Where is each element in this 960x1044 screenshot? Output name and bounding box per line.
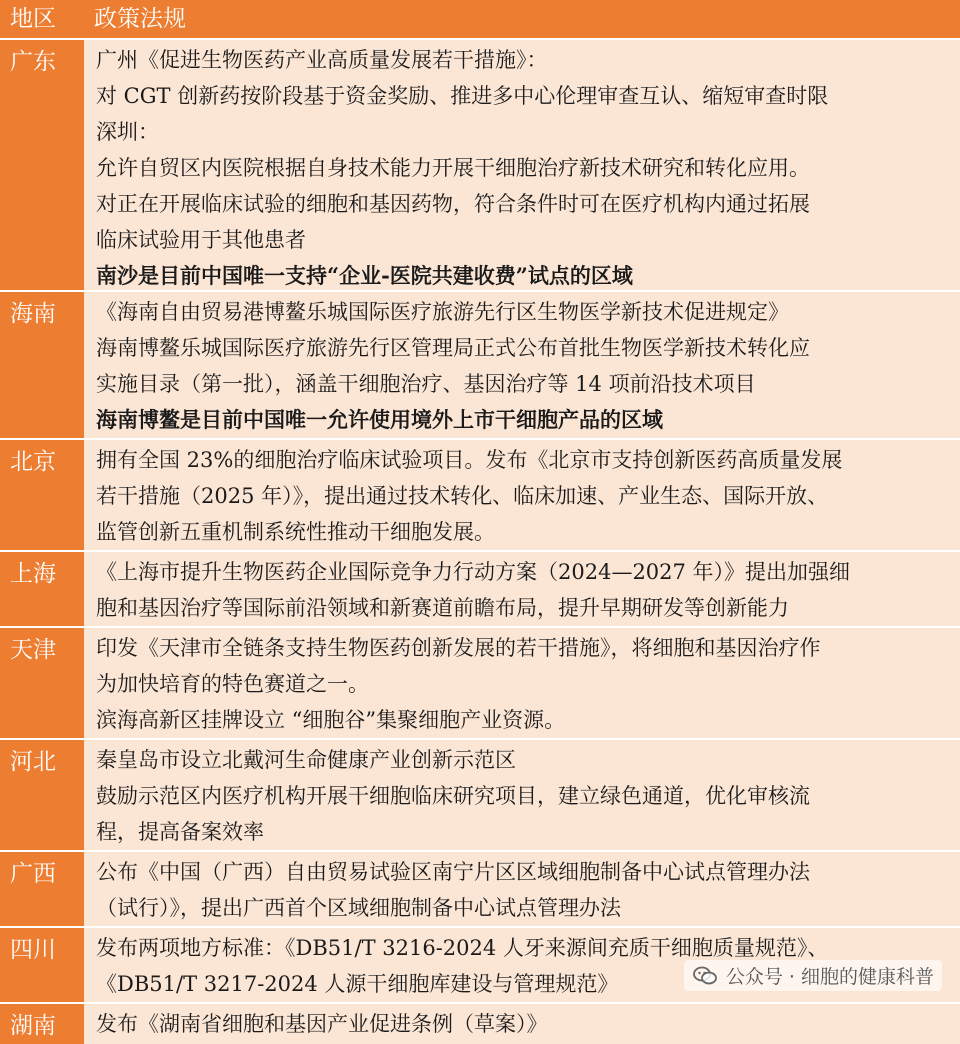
region-label: 广西 bbox=[0, 852, 84, 926]
policy-text bbox=[84, 628, 960, 738]
policy-line: 秦皇岛市设立北戴河生命健康产业创新示范区 bbox=[96, 748, 516, 772]
policy-line: 广州《促进生物医药产业高质量发展若干措施》： bbox=[96, 48, 548, 72]
policy-line: 《上海市提升生物医药企业国际竞争力行动方案（2024—2027 年）》提出加强细 bbox=[96, 560, 851, 584]
policy-line: 《海南自由贸易港博鳌乐城国际医疗旅游先行区生物医学新技术促进规定》 bbox=[96, 300, 789, 324]
region-label: 广东 bbox=[0, 40, 84, 290]
policy-line: 海南博鳌是目前中国唯一允许使用境外上市干细胞产品的区域 bbox=[96, 407, 663, 432]
table-row bbox=[0, 626, 960, 738]
table-row bbox=[0, 38, 960, 290]
region-label: 河北 bbox=[0, 740, 84, 850]
region-label: 湖南 bbox=[0, 1004, 84, 1044]
region-label: 北京 bbox=[0, 440, 84, 550]
policy-line: 为加快培育的特色赛道之一。 bbox=[96, 672, 369, 696]
policy-line: 监管创新五重机制系统性推动干细胞发展。 bbox=[96, 520, 495, 544]
policy-line: 深圳： bbox=[96, 120, 159, 144]
region-label: 海南 bbox=[0, 292, 84, 438]
table-body bbox=[0, 38, 960, 1044]
policy-line: 临床试验用于其他患者 bbox=[96, 228, 306, 252]
policy-line: 对正在开展临床试验的细胞和基因药物，符合条件时可在医疗机构内通过拓展 bbox=[96, 192, 810, 216]
policy-text bbox=[84, 440, 960, 550]
policy-text bbox=[84, 292, 960, 438]
policy-line: 发布两项地方标准：《DB51/T 3216-2024 人牙来源间充质干细胞质量规范》、 bbox=[96, 936, 829, 960]
policy-line: 滨海高新区挂牌设立 “细胞谷”集聚细胞产业资源。 bbox=[96, 708, 566, 732]
policy-line: 程，提高备案效率 bbox=[96, 820, 264, 844]
policy-line: 拥有全国 23%的细胞治疗临床试验项目。发布《北京市支持创新医药高质量发展 bbox=[96, 448, 843, 472]
policy-text bbox=[84, 852, 960, 926]
table-row bbox=[0, 738, 960, 850]
policy-line: 胞和基因治疗等国际前沿领域和新赛道前瞻布局，提升早期研发等创新能力 bbox=[96, 596, 789, 620]
policy-line: 公布《中国（广西）自由贸易试验区南宁片区区域细胞制备中心试点管理办法 bbox=[96, 860, 810, 884]
policy-line: 南沙是目前中国唯一支持“企业-医院共建收费”试点的区域 bbox=[96, 263, 633, 288]
table-row bbox=[0, 1002, 960, 1044]
policy-line: 发布《湖南省细胞和基因产业促进条例（草案）》 bbox=[96, 1012, 548, 1036]
policy-text bbox=[84, 740, 960, 850]
policy-text bbox=[84, 40, 960, 290]
policy-line: 海南博鳌乐城国际医疗旅游先行区管理局正式公布首批生物医学新技术转化应 bbox=[96, 336, 810, 360]
policy-line: 实施目录（第一批），涵盖干细胞治疗、基因治疗等 14 项前沿技术项目 bbox=[96, 372, 756, 396]
policy-line: （试行）》，提出广西首个区域细胞制备中心试点管理办法 bbox=[96, 896, 621, 920]
region-label: 天津 bbox=[0, 628, 84, 738]
header-policy: 政策法规 bbox=[94, 6, 186, 32]
wechat-icon bbox=[692, 963, 718, 989]
table-header bbox=[0, 0, 960, 38]
table-row bbox=[0, 290, 960, 438]
policy-text bbox=[84, 552, 960, 626]
policy-line: 鼓励示范区内医疗机构开展干细胞临床研究项目，建立绿色通道，优化审核流 bbox=[96, 784, 810, 808]
policy-line: 印发《天津市全链条支持生物医药创新发展的若干措施》，将细胞和基因治疗作 bbox=[96, 636, 821, 660]
header-region: 地区 bbox=[10, 6, 56, 32]
region-label: 四川 bbox=[0, 928, 84, 1002]
table-row bbox=[0, 438, 960, 550]
table-row bbox=[0, 550, 960, 626]
region-label: 上海 bbox=[0, 552, 84, 626]
policy-line: 允许自贸区内医院根据自身技术能力开展干细胞治疗新技术研究和转化应用。 bbox=[96, 156, 810, 180]
policy-line: 《DB51/T 3217-2024 人源干细胞库建设与管理规范》 bbox=[96, 972, 619, 996]
policy-line: 若干措施（2025 年）》，提出通过技术转化、临床加速、产业生态、国际开放、 bbox=[96, 484, 829, 508]
policy-line: 对 CGT 创新药按阶段基于资金奖励、推进多中心伦理审查互认、缩短审查时限 bbox=[96, 84, 829, 108]
watermark-text: 公众号 · 细胞的健康科普 bbox=[725, 966, 934, 988]
table-row bbox=[0, 850, 960, 926]
watermark bbox=[684, 960, 942, 991]
policy-text bbox=[84, 1004, 960, 1044]
